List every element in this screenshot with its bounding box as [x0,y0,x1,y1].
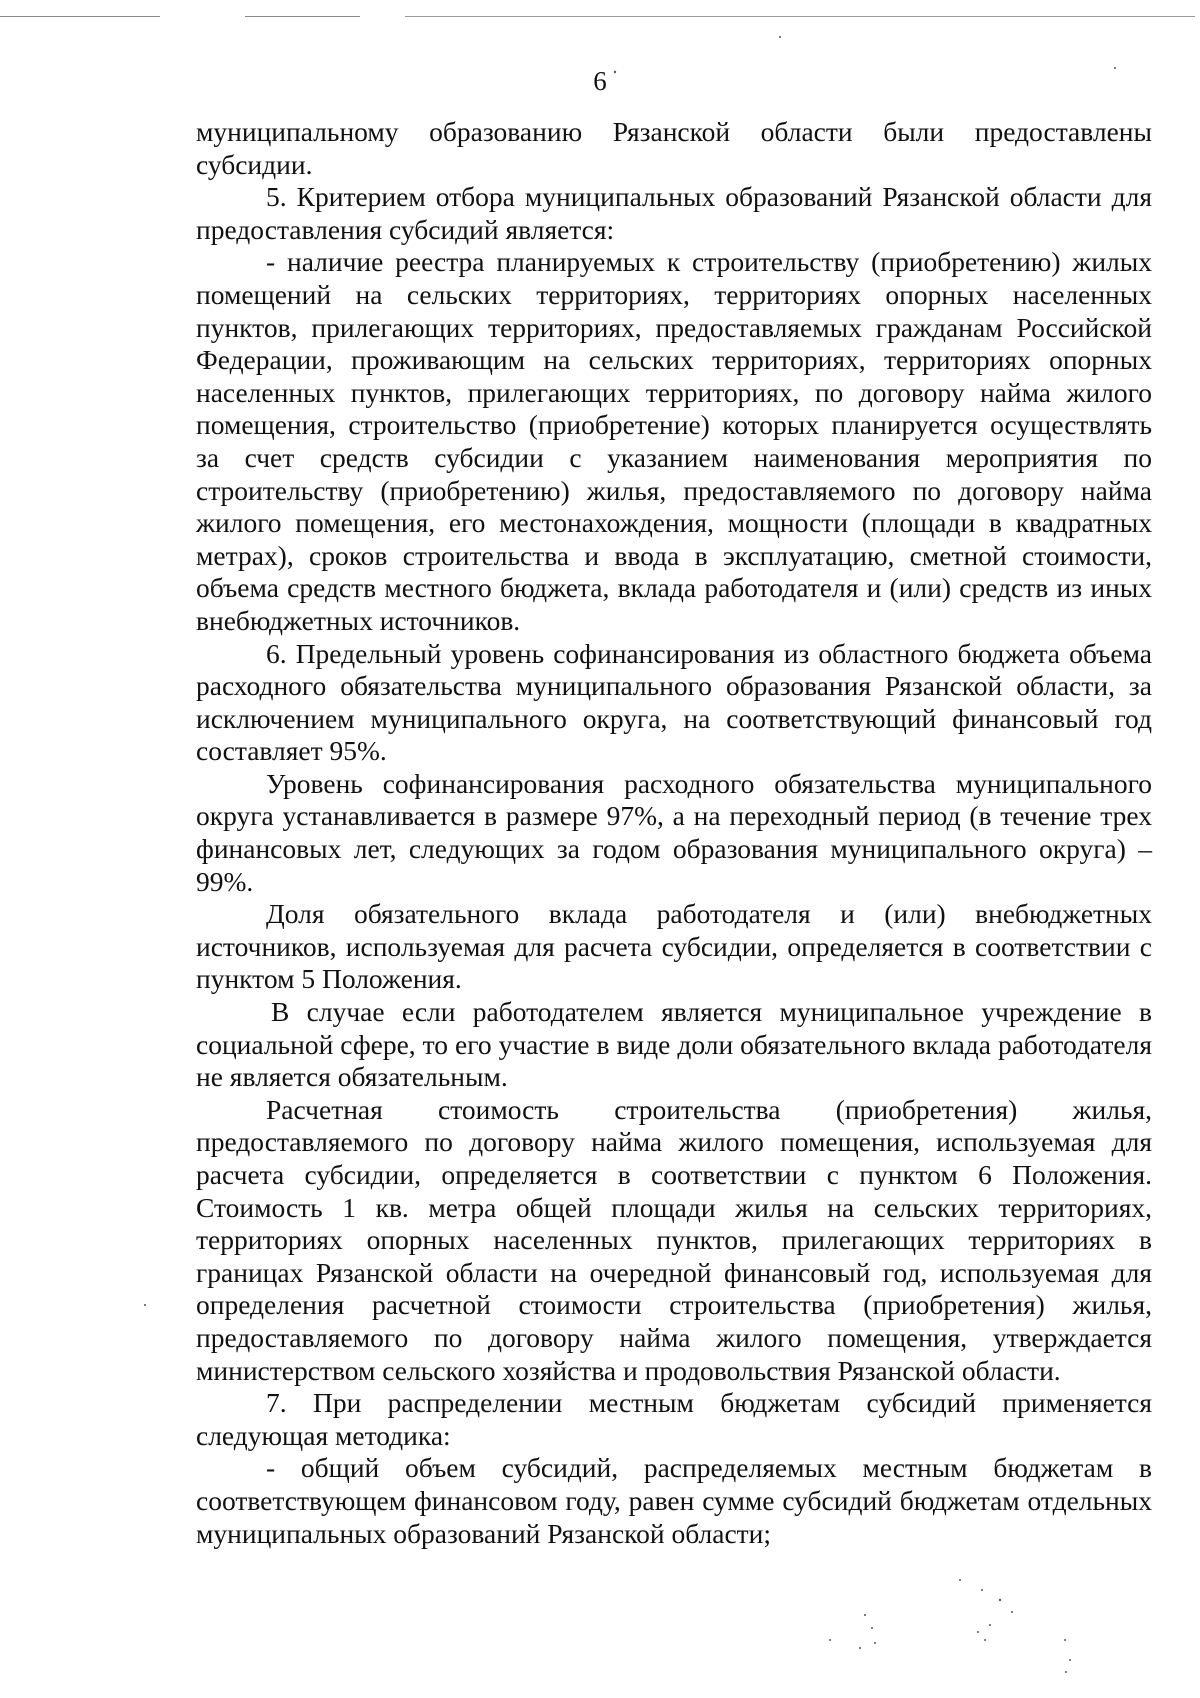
paragraph-registry-criterion: - наличие реестра планируемых к строительству (приобретению) жилых помещений на сельских территориях, территориях опорных населенных пунктов, прилегающих территориях, предоставляемых гражданам Российской Федерации, проживающим на сельских территориях, территориях опорных населенных пунктов, прилегающих территориях, по договору найма жилого помещения, строительство (приобретение) которых планируется осуществлять за счет средств субсидии с указанием наименования мероприятия по строительству (приобретению) жилья, предоставляемого по договору найма жилого помещения, его местонахождения, мощности (площади в квадратных метрах), сроков строительства и ввода в эксплуатацию, сметной стоимости, объема средств местного бюджета, вклада работодателя и (или) средств из иных внебюджетных источников. [196,246,1152,636]
paragraph-employer-share: Доля обязательного вклада работодателя и (или) внебюджетных источников, используемая для расчета субсидии, определяется в соответствии с пунктом 5 Положения. [196,898,1152,995]
paragraph-municipal-institution: В случае если работодателем является муниципальное учреждение в социальной сфере, то его участие в виде доли обязательного вклада работодателя не является обязательным. [196,996,1152,1093]
page-number: 6 [593,66,607,96]
paragraph-continuation: муниципальному образованию Рязанской области были предоставлены субсидии. [196,116,1152,180]
paragraph-item-5: 5. Критерием отбора муниципальных образований Рязанской области для предоставления субсидий является: [196,181,1152,245]
document-body [196,116,1152,1550]
paragraph-total-subsidy: - общий объем субсидий, распределяемых местным бюджетам в соответствующем финансовом году, равен сумме субсидий бюджетам отдельных муниципальных образований Рязанской области; [196,1452,1152,1549]
scan-top-edge [0,14,1200,20]
paragraph-cofinancing-level: Уровень софинансирования расходного обязательства муниципального округа устанавливается в размере 97%, а на переходный период (в течение трех финансовых лет, следующих за годом образования муниципального округа) – 99%. [196,767,1152,897]
paragraph-estimated-cost: Расчетная стоимость строительства (приобретения) жилья, предоставляемого по договору найма жилого помещения, используемая для расчета субсидии, определяется в соответствии с пунктом 6 Положения. Стоимость 1 кв. метра общей площади жилья на сельских территориях, территориях опорных населенных пунктов, прилегающих территориях в границах Рязанской области на очередной финансовый год, используемая для определения расчетной стоимости строительства (приобретения) жилья, предоставляемого по договору найма жилого помещения, утверждается министерством сельского хозяйства и продовольствия Рязанской области. [196,1093,1152,1386]
paragraph-item-7: 7. При распределении местным бюджетам субсидий применяется следующая методика: [196,1387,1152,1451]
paragraph-item-6: 6. Предельный уровень софинансирования из областного бюджета объема расходного обязательства муниципального образования Рязанской области, за исключением муниципального округа, на соответствующий финансовый год составляет 95%. [196,637,1152,767]
